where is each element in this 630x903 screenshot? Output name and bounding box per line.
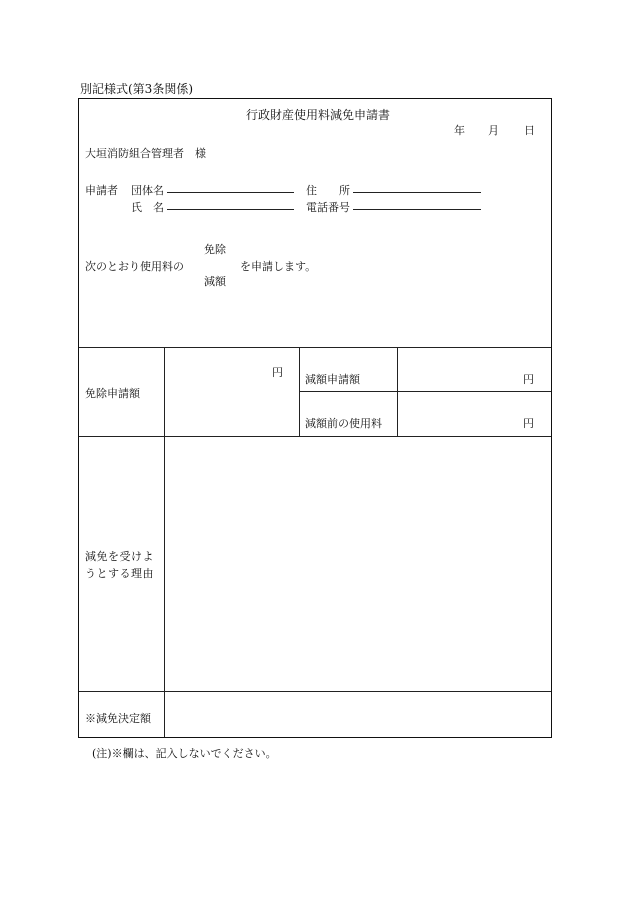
divider-header-bottom bbox=[79, 347, 551, 348]
divider-amount-bottom bbox=[79, 436, 551, 437]
person-name-field[interactable] bbox=[167, 209, 294, 210]
phone-label: 電話番号 bbox=[306, 201, 350, 214]
option-exempt[interactable]: 免除 bbox=[204, 243, 226, 256]
date-year: 年 bbox=[454, 124, 465, 137]
address-label: 住 所 bbox=[306, 184, 350, 197]
reduce-amount-label: 減額申請額 bbox=[305, 373, 360, 386]
appendix-label: 別記様式(第3条関係) bbox=[80, 82, 193, 96]
applicant-label: 申請者 bbox=[85, 184, 118, 197]
divider-amount-col3 bbox=[397, 347, 398, 437]
before-fee-unit: 円 bbox=[523, 417, 534, 430]
person-name-label: 氏 名 bbox=[131, 201, 164, 214]
date-day: 日 bbox=[524, 124, 535, 137]
decision-amount-label: ※減免決定額 bbox=[85, 712, 151, 725]
reason-label-line1: 減免を受けよ bbox=[85, 550, 154, 563]
decision-amount-field[interactable] bbox=[166, 693, 549, 735]
divider-label-column bbox=[164, 347, 165, 737]
divider-reason-bottom bbox=[79, 691, 551, 692]
reduce-amount-unit: 円 bbox=[523, 373, 534, 386]
reason-field[interactable] bbox=[166, 438, 549, 690]
divider-amount-middle bbox=[299, 391, 551, 392]
addressee: 大垣消防組合管理者 様 bbox=[85, 147, 206, 160]
reason-label-line2: うとする理由 bbox=[85, 567, 154, 580]
org-name-label: 団体名 bbox=[131, 184, 164, 197]
date-month: 月 bbox=[488, 124, 499, 137]
request-prefix: 次のとおり使用料の bbox=[85, 260, 184, 273]
request-suffix: を申請します。 bbox=[240, 260, 317, 273]
option-reduce[interactable]: 減額 bbox=[204, 275, 226, 288]
phone-field[interactable] bbox=[353, 209, 481, 210]
before-fee-label: 減額前の使用料 bbox=[305, 417, 382, 430]
exempt-amount-unit: 円 bbox=[272, 366, 283, 379]
org-name-field[interactable] bbox=[167, 192, 294, 193]
address-field[interactable] bbox=[353, 192, 481, 193]
form-title: 行政財産使用料減免申請書 bbox=[246, 108, 391, 122]
exempt-amount-label: 免除申請額 bbox=[85, 387, 140, 400]
divider-amount-col2 bbox=[299, 347, 300, 437]
exempt-amount-field[interactable] bbox=[166, 349, 298, 435]
footnote: (注)※欄は、記入しないでください。 bbox=[92, 747, 277, 760]
